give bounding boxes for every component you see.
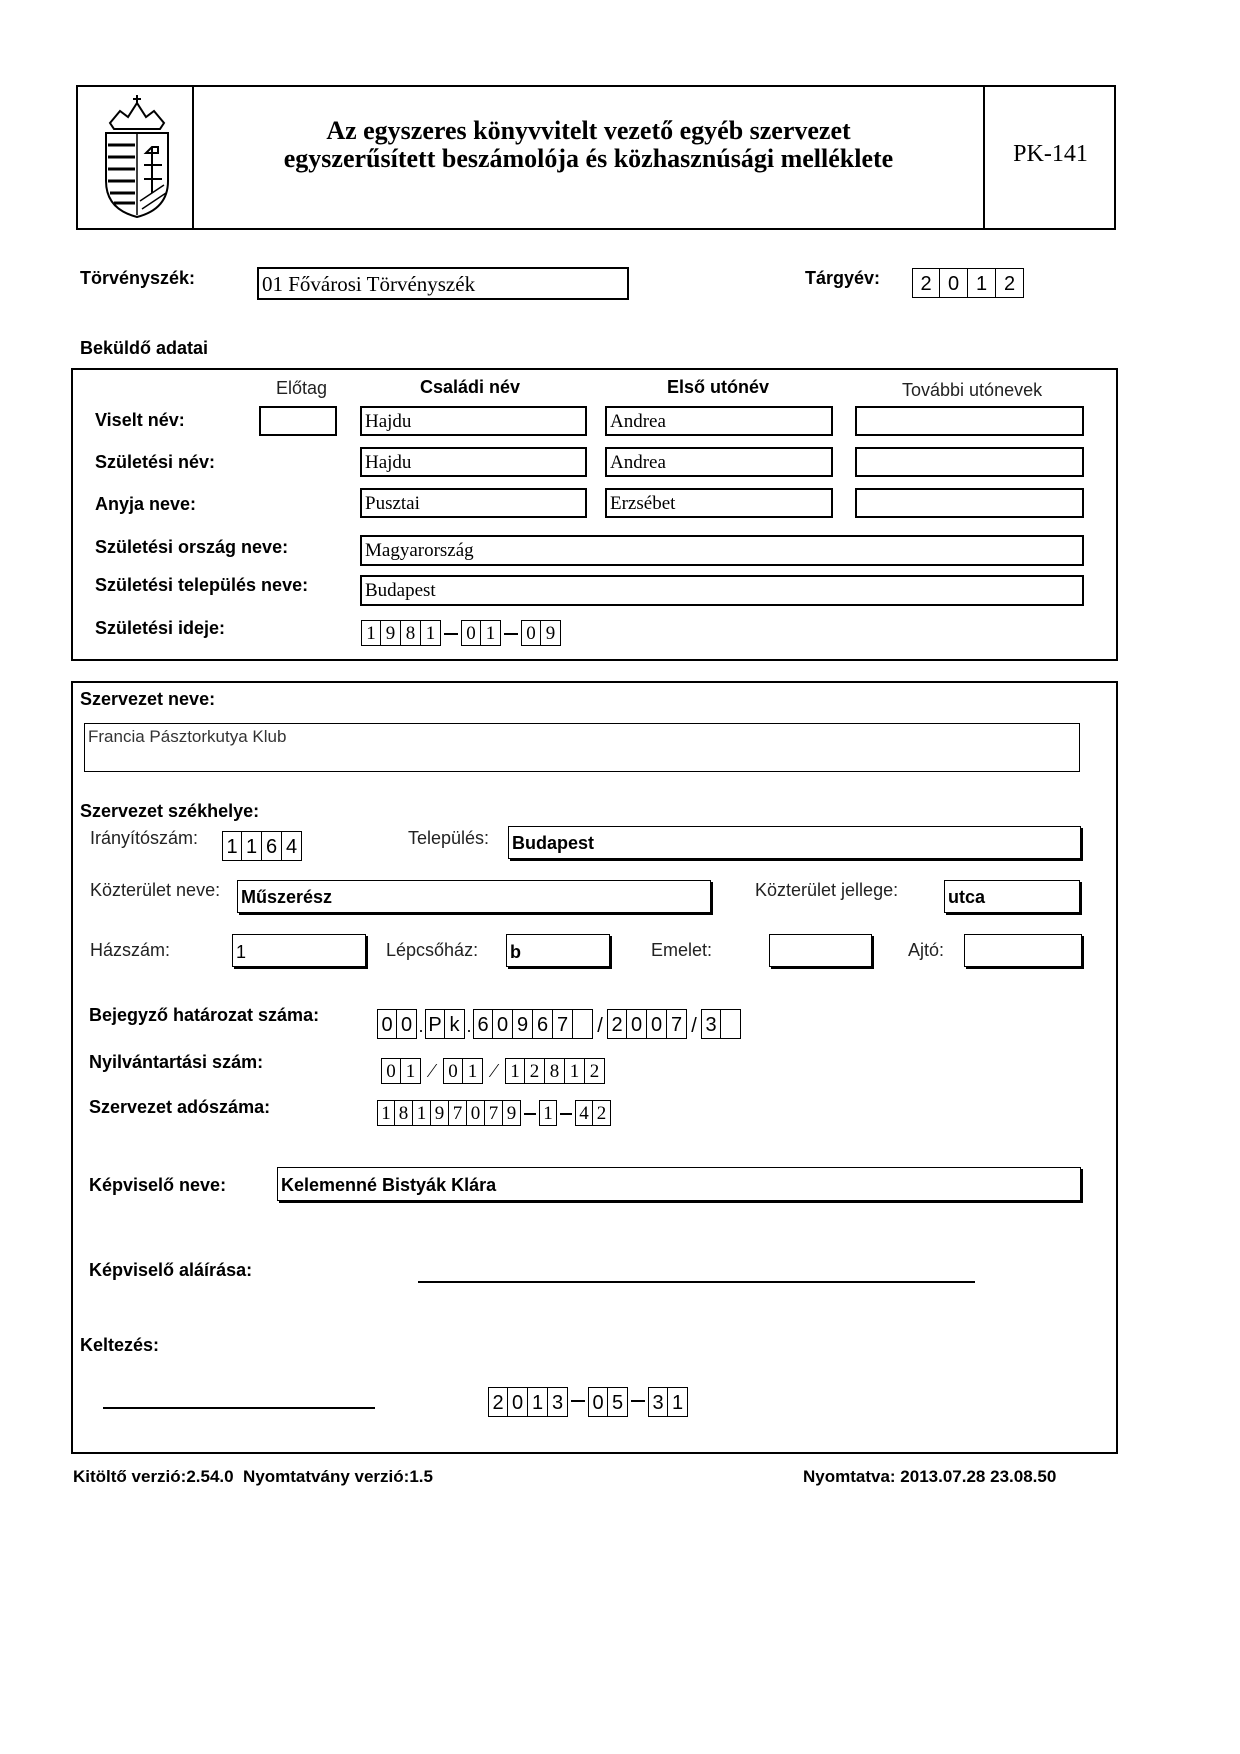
resolution-label: Bejegyző határozat száma: [89,1005,320,1025]
digit: 1 [377,1100,395,1126]
digit: 1 [565,1058,585,1084]
digit: 3 [701,1009,721,1039]
door-field[interactable] [964,934,1082,967]
digit: 3 [548,1387,568,1417]
digit: 9 [431,1100,449,1126]
digit: 3 [648,1387,668,1417]
dash-separator [501,620,521,646]
digit: 2 [996,268,1024,298]
dash-separator [441,620,461,646]
worn-name-first-field[interactable]: Andrea [605,406,833,436]
birth-date-label: Születési ideje: [95,618,226,638]
digit: 7 [667,1009,687,1039]
mother-name-label: Anyja neve: [95,494,197,514]
birth-name-first-field[interactable]: Andrea [605,447,833,477]
stair-field[interactable]: b [506,934,610,967]
digit: 2 [607,1009,627,1039]
header-frame [76,85,1116,230]
court-field[interactable]: 01 Fővárosi Törvényszék [257,267,629,300]
worn-name-other-field[interactable] [855,406,1084,436]
digit: 7 [485,1100,503,1126]
digit: 0 [940,268,968,298]
dash-separator [521,1100,539,1126]
digit [721,1009,741,1039]
birth-city-field[interactable]: Budapest [360,575,1084,606]
digit [573,1009,593,1039]
digit: 6 [262,831,282,861]
col-family-header: Családi név [420,377,521,397]
signature-line[interactable] [418,1281,975,1283]
door-label: Ajtó: [908,940,945,960]
digit: 1 [528,1387,548,1417]
digit: 9 [381,620,401,646]
street-field[interactable]: Műszerész [237,880,711,913]
digit: 0 [493,1009,513,1039]
dash-separator [628,1387,648,1417]
worn-name-prefix-field[interactable] [259,406,337,436]
year-label: Tárgyév: [805,268,881,288]
form-title-line2: egyszerűsített beszámolója és közhasznúsági melléklete [283,144,894,173]
coat-of-arms-icon [100,93,174,221]
birth-country-label: Születési ország neve: [95,537,289,557]
digit: 2 [585,1058,605,1084]
representative-field[interactable]: Kelemenné Bistyák Klára [277,1167,1081,1201]
digit: 6 [533,1009,553,1039]
street-type-label: Közterület jellege: [755,880,899,900]
slash-separator: ⁄ [492,1060,496,1082]
city-label: Település: [408,828,490,848]
worn-name-family-field[interactable]: Hajdu [360,406,587,436]
resolution-digits[interactable] [377,1009,741,1039]
digit: 1 [361,620,381,646]
digit: 1 [242,831,262,861]
city-field[interactable]: Budapest [508,826,1081,859]
form-title-line1: Az egyszeres könyvvitelt vezető egyéb szervezet [326,116,851,145]
digit: 1 [421,620,441,646]
col-prefix-header: Előtag [276,378,328,398]
digit: 2 [593,1100,611,1126]
dot-separator: . [418,1016,424,1036]
digit: 4 [282,831,302,861]
birth-name-label: Születési név: [95,452,216,472]
mother-name-other-field[interactable] [855,488,1084,518]
floor-label: Emelet: [651,940,713,960]
dot-separator: . [466,1016,472,1036]
digit: 1 [413,1100,431,1126]
registry-label: Nyilvántartási szám: [89,1052,264,1072]
digit: 8 [545,1058,565,1084]
org-seat-label: Szervezet székhelye: [80,801,260,821]
stair-label: Lépcsőház: [386,940,479,960]
digit: 7 [553,1009,573,1039]
birth-date-digits[interactable] [361,620,561,646]
digit: 1 [968,268,996,298]
printed-timestamp: Nyomtatva: 2013.07.28 23.08.50 [803,1467,1057,1486]
digit: 6 [473,1009,493,1039]
filler-version: Kitöltő verzió:2.54.0 Nyomtatvány verzió:1.5 [73,1467,433,1486]
dash-separator [557,1100,575,1126]
place-line[interactable] [103,1407,375,1409]
slash-separator: ⁄ [430,1060,434,1082]
col-first-header: Első utónév [667,377,770,397]
birth-country-field[interactable]: Magyarország [360,535,1084,566]
org-name-label: Szervezet neve: [80,689,216,709]
sign-date-digits[interactable] [488,1387,688,1417]
digit: 0 [647,1009,667,1039]
slash-separator: / [691,1015,697,1037]
form-code: PK-141 [1013,141,1088,167]
digit: 0 [381,1058,401,1084]
signature-label: Képviselő aláírása: [89,1260,253,1280]
digit: 1 [222,831,242,861]
slash-separator: / [597,1015,603,1037]
digit: 1 [668,1387,688,1417]
digit: 0 [397,1009,417,1039]
digit: 1 [463,1058,483,1084]
digit: 2 [912,268,940,298]
floor-field[interactable] [769,934,872,967]
digit: 9 [513,1009,533,1039]
digit: 7 [449,1100,467,1126]
digit: 1 [401,1058,421,1084]
digit: 8 [395,1100,413,1126]
digit: 0 [377,1009,397,1039]
dash-separator [568,1387,588,1417]
digit: 5 [608,1387,628,1417]
worn-name-label: Viselt név: [95,410,185,430]
digit: 0 [467,1100,485,1126]
digit: 2 [525,1058,545,1084]
digit: k [445,1009,465,1039]
zip-label: Irányítószám: [90,828,199,848]
birth-name-other-field[interactable] [855,447,1084,477]
house-number-label: Házszám: [90,940,171,960]
mother-name-family-field[interactable]: Pusztai [360,488,587,518]
digit: 9 [503,1100,521,1126]
digit: 1 [505,1058,525,1084]
street-label: Közterület neve: [90,880,221,900]
digit: 0 [443,1058,463,1084]
registry-digits[interactable] [381,1058,605,1084]
tax-number-digits[interactable] [377,1100,611,1126]
representative-label: Képviselő neve: [89,1175,227,1195]
digit: 4 [575,1100,593,1126]
year-digits[interactable] [912,268,1024,298]
digit: 0 [461,620,481,646]
digit: 0 [627,1009,647,1039]
sender-section-label: Beküldő adatai [80,338,209,358]
street-type-field[interactable]: utca [944,880,1080,913]
house-number-field[interactable]: 1 [232,934,366,967]
org-name-field[interactable]: Francia Pásztorkutya Klub [84,723,1080,772]
digit: 1 [539,1100,557,1126]
digit: 0 [521,620,541,646]
col-other-header: További utónevek [902,380,1043,400]
tax-number-label: Szervezet adószáma: [89,1097,271,1117]
digit: 9 [541,620,561,646]
digit: 2 [488,1387,508,1417]
date-label: Keltezés: [80,1335,160,1355]
digit: 0 [588,1387,608,1417]
court-label: Törvényszék: [80,268,196,288]
digit: 8 [401,620,421,646]
digit: 1 [481,620,501,646]
zip-digits[interactable] [222,831,302,861]
birth-name-family-field[interactable]: Hajdu [360,447,587,477]
digit: 0 [508,1387,528,1417]
birth-city-label: Születési település neve: [95,575,309,595]
mother-name-first-field[interactable]: Erzsébet [605,488,833,518]
digit: P [425,1009,445,1039]
